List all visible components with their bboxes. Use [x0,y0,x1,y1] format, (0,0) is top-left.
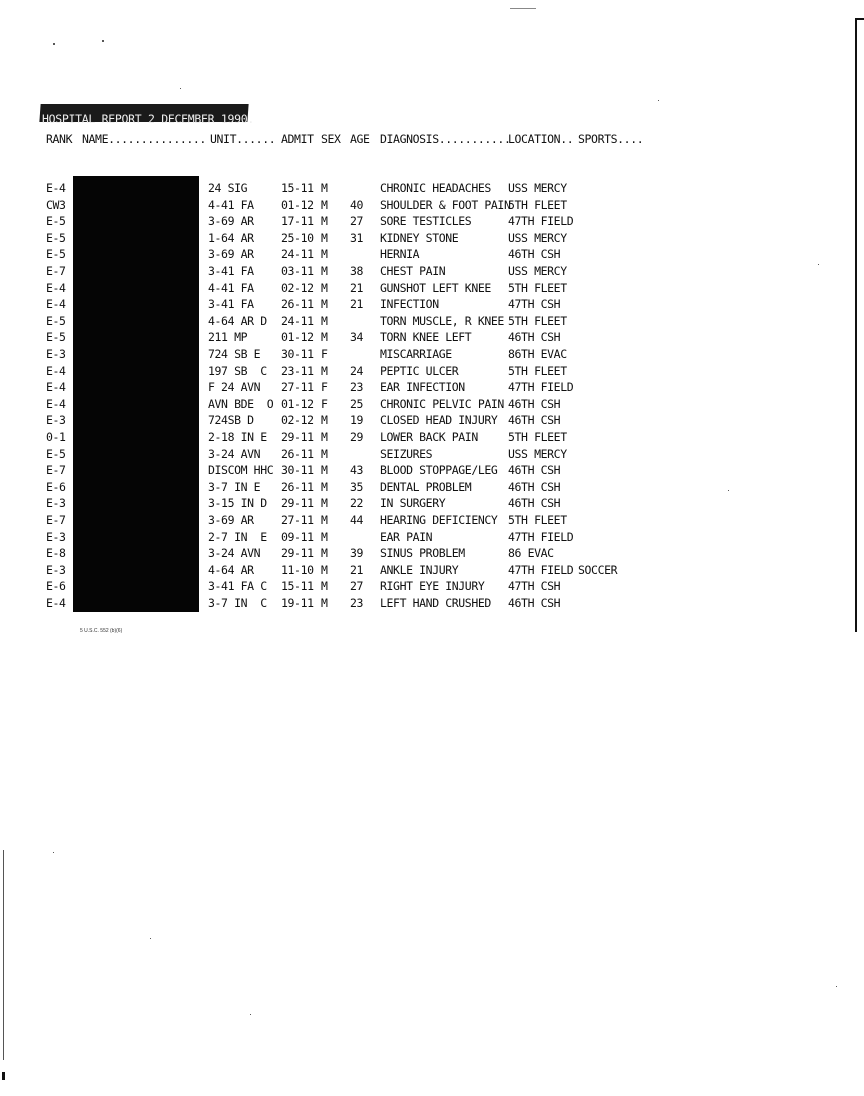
speck [150,938,151,939]
cell-admit: 02-12 [281,280,314,295]
cell-unit: 4-41 FA [208,197,254,212]
speck [53,43,55,45]
cell-diagnosis: CHEST PAIN [380,264,446,278]
cell-age: 22 [350,496,364,511]
cell-unit: AVN BDE O [208,396,274,411]
cell-diagnosis: GUNSHOT LEFT KNEE [380,280,491,295]
cell-age: 31 [350,230,364,245]
cell-unit: 1-64 AR [208,230,254,245]
cell-rank: 0-1 [46,430,66,444]
cell-unit: 3-24 AVN [208,446,261,461]
cell-admit: 25-10 [281,230,314,245]
cell-rank: E-5 [46,330,66,345]
cell-age: 27 [350,214,364,229]
cell-admit: 17-11 [281,214,314,229]
cell-diagnosis: SEIZURES [380,446,433,461]
cell-sex: M [321,513,328,527]
cell-location: 47TH FIELD [508,214,574,229]
cell-unit: 4-41 FA [208,280,254,295]
cell-sports: SOCCER [578,562,618,577]
scan-edge-tick [855,18,864,20]
cell-rank: E-3 [46,529,66,544]
cell-unit: 3-7 IN E [208,479,261,494]
cell-sex: F [321,380,328,395]
cell-diagnosis: TORN KNEE LEFT [380,330,472,345]
cell-diagnosis: ANKLE INJURY [380,562,459,577]
scan-edge-line [855,18,857,632]
cell-rank: E-7 [46,463,66,478]
cell-rank: E-4 [46,363,66,378]
cell-admit: 30-11 [281,463,314,478]
cell-rank: E-3 [46,496,66,511]
column-header: NAME............... [82,132,206,146]
cell-unit: 3-24 AVN [208,546,261,561]
cell-rank: E-6 [46,479,66,494]
cell-admit: 01-12 [281,396,314,411]
redacted-names-block [73,176,199,612]
cell-diagnosis: SHOULDER & FOOT PAIN [380,197,511,212]
cell-location: 46TH CSH [508,479,561,494]
cell-unit: 3-69 AR [208,214,254,229]
cell-admit: 15-11 [281,181,314,195]
cell-rank: E-5 [46,313,66,328]
cell-unit: 24 SIG [208,181,248,195]
cell-age: 19 [350,413,364,428]
cell-admit: 23-11 [281,363,314,378]
cell-unit: 2-18 IN E [208,430,267,444]
cell-diagnosis: HEARING DEFICIENCY [380,513,498,527]
cell-location: 46TH CSH [508,463,561,478]
cell-unit: 3-41 FA [208,264,254,278]
cell-diagnosis: KIDNEY STONE [380,230,459,245]
cell-sex: M [321,546,328,561]
column-header: SEX [321,132,341,146]
cell-location: USS MERCY [508,446,567,461]
cell-admit: 26-11 [281,479,314,494]
cell-sex: M [321,562,328,577]
cell-location: 86 EVAC [508,546,554,561]
cell-sex: M [321,463,328,478]
cell-diagnosis: TORN MUSCLE, R KNEE [380,313,504,328]
cell-age: 35 [350,479,364,494]
cell-admit: 29-11 [281,430,314,444]
cell-sex: M [321,446,328,461]
cell-admit: 02-12 [281,413,314,428]
cell-unit: 4-64 AR D [208,313,267,328]
cell-location: USS MERCY [508,230,567,245]
cell-diagnosis: SORE TESTICLES [380,214,472,229]
cell-sex: M [321,214,328,229]
cell-sex: F [321,396,328,411]
cell-sex: M [321,280,328,295]
cell-rank: E-5 [46,446,66,461]
cell-diagnosis: DENTAL PROBLEM [380,479,472,494]
cell-diagnosis: CHRONIC HEADACHES [380,181,491,195]
cell-sex: F [321,347,328,361]
cell-unit: 724 SB E [208,347,261,361]
cell-rank: E-3 [46,347,66,361]
cell-diagnosis: CLOSED HEAD INJURY [380,413,498,428]
cell-rank: E-4 [46,380,66,395]
cell-location: 47TH CSH [508,297,561,312]
cell-unit: 2-7 IN E [208,529,267,544]
cell-sex: M [321,529,328,544]
cell-diagnosis: SINUS PROBLEM [380,546,465,561]
cell-rank: E-3 [46,413,66,428]
cell-diagnosis: INFECTION [380,297,439,312]
cell-location: 5TH FLEET [508,197,567,212]
cell-age: 21 [350,562,364,577]
cell-unit: F 24 AVN [208,380,261,395]
cell-rank: E-5 [46,214,66,229]
speck [180,88,181,89]
cell-location: 46TH CSH [508,496,561,511]
cell-diagnosis: IN SURGERY [380,496,446,511]
cell-location: 46TH CSH [508,396,561,411]
cell-location: 5TH FLEET [508,280,567,295]
column-header: DIAGNOSIS........... [380,132,511,146]
cell-sex: M [321,181,328,195]
cell-age: 34 [350,330,364,345]
speck [658,100,659,101]
cell-admit: 01-12 [281,330,314,345]
cell-age: 38 [350,264,364,278]
cell-admit: 24-11 [281,247,314,262]
cell-diagnosis: EAR PAIN [380,529,433,544]
cell-rank: CW3 [46,197,66,212]
column-header: ADMIT [281,132,314,146]
cell-sex: M [321,413,328,428]
cell-rank: E-7 [46,513,66,527]
cell-diagnosis: EAR INFECTION [380,380,465,395]
cell-unit: DISCOM HHC [208,463,274,478]
cell-age: 29 [350,430,364,444]
cell-admit: 27-11 [281,380,314,395]
cell-location: 86TH EVAC [508,347,567,361]
cell-unit: 724SB D [208,413,254,428]
cell-age: 43 [350,463,364,478]
cell-sex: M [321,430,328,444]
cell-unit: 4-64 AR [208,562,254,577]
column-header: SPORTS.... [578,132,644,146]
cell-sex: M [321,496,328,511]
cell-sex: M [321,330,328,345]
column-header: RANK [46,132,73,146]
cell-sex: M [321,313,328,328]
cell-admit: 26-11 [281,446,314,461]
cell-unit: 3-69 AR [208,247,254,262]
cell-age: 24 [350,363,364,378]
cell-admit: 24-11 [281,313,314,328]
cell-location: 5TH FLEET [508,363,567,378]
cell-sex: M [321,579,328,594]
column-header: LOCATION.. [508,132,574,146]
cell-age: 21 [350,280,364,295]
cell-rank: E-7 [46,264,66,278]
cell-diagnosis: LEFT HAND CRUSHED [380,596,491,610]
speck [836,986,837,987]
cell-location: 5TH FLEET [508,430,567,444]
cell-age: 23 [350,380,364,395]
cell-location: 46TH CSH [508,247,561,262]
cell-location: 46TH CSH [508,596,561,610]
cell-location: 46TH CSH [508,330,561,345]
cell-diagnosis: PEPTIC ULCER [380,363,459,378]
cell-sex: M [321,230,328,245]
cell-rank: E-6 [46,579,66,594]
cell-admit: 09-11 [281,529,314,544]
cell-unit: 3-41 FA C [208,579,267,594]
cell-unit: 211 MP [208,330,248,345]
cell-diagnosis: BLOOD STOPPAGE/LEG [380,463,498,478]
cell-admit: 11-10 [281,562,314,577]
cell-admit: 30-11 [281,347,314,361]
cell-sex: M [321,479,328,494]
cell-admit: 29-11 [281,496,314,511]
cell-location: USS MERCY [508,264,567,278]
cell-admit: 27-11 [281,513,314,527]
cell-sex: M [321,197,328,212]
cell-admit: 03-11 [281,264,314,278]
cell-age: 27 [350,579,364,594]
cell-unit: 3-69 AR [208,513,254,527]
cell-age: 23 [350,596,364,610]
cell-diagnosis: MISCARRIAGE [380,347,452,361]
column-header: UNIT...... [210,132,276,146]
cell-sex: M [321,596,328,610]
cell-rank: E-4 [46,297,66,312]
cell-age: 21 [350,297,364,312]
cell-rank: E-5 [46,247,66,262]
cell-rank: E-4 [46,596,66,610]
cell-rank: E-4 [46,181,66,195]
cell-rank: E-8 [46,546,66,561]
cell-rank: E-3 [46,562,66,577]
cell-age: 39 [350,546,364,561]
speck [728,490,729,491]
cell-location: 47TH FIELD [508,380,574,395]
cell-location: 47TH CSH [508,579,561,594]
speck [102,40,104,42]
cell-diagnosis: LOWER BACK PAIN [380,430,478,444]
cell-sex: M [321,264,328,278]
cell-rank: E-4 [46,280,66,295]
scan-top-dash [510,8,536,9]
cell-unit: 197 SB C [208,363,267,378]
cell-sex: M [321,297,328,312]
exemption-footnote: 5 U.S.C. 552 (b)(6) [80,628,123,634]
cell-sex: M [321,247,328,262]
cell-location: USS MERCY [508,181,567,195]
report-title: HOSPITAL REPORT 2 DECEMBER 1990. [42,112,254,126]
cell-location: 5TH FLEET [508,313,567,328]
cell-sex: M [321,363,328,378]
cell-age: 25 [350,396,364,411]
cell-rank: E-4 [46,396,66,411]
cell-location: 5TH FLEET [508,513,567,527]
cell-unit: 3-41 FA [208,297,254,312]
cell-admit: 29-11 [281,546,314,561]
speck [818,264,819,265]
column-header: AGE [350,132,370,146]
cell-location: 46TH CSH [508,413,561,428]
cell-location: 47TH FIELD [508,562,574,577]
cell-unit: 3-15 IN D [208,496,267,511]
cell-unit: 3-7 IN C [208,596,267,610]
cell-admit: 26-11 [281,297,314,312]
cell-diagnosis: CHRONIC PELVIC PAIN [380,396,504,411]
scan-edge-mark [2,1072,5,1080]
cell-rank: E-5 [46,230,66,245]
speck [53,852,54,853]
scan-edge-line-lower [3,850,4,1060]
cell-diagnosis: HERNIA [380,247,420,262]
cell-age: 44 [350,513,364,527]
cell-admit: 15-11 [281,579,314,594]
cell-age: 40 [350,197,364,212]
cell-admit: 19-11 [281,596,314,610]
cell-diagnosis: RIGHT EYE INJURY [380,579,485,594]
cell-admit: 01-12 [281,197,314,212]
speck [250,1014,251,1015]
cell-location: 47TH FIELD [508,529,574,544]
